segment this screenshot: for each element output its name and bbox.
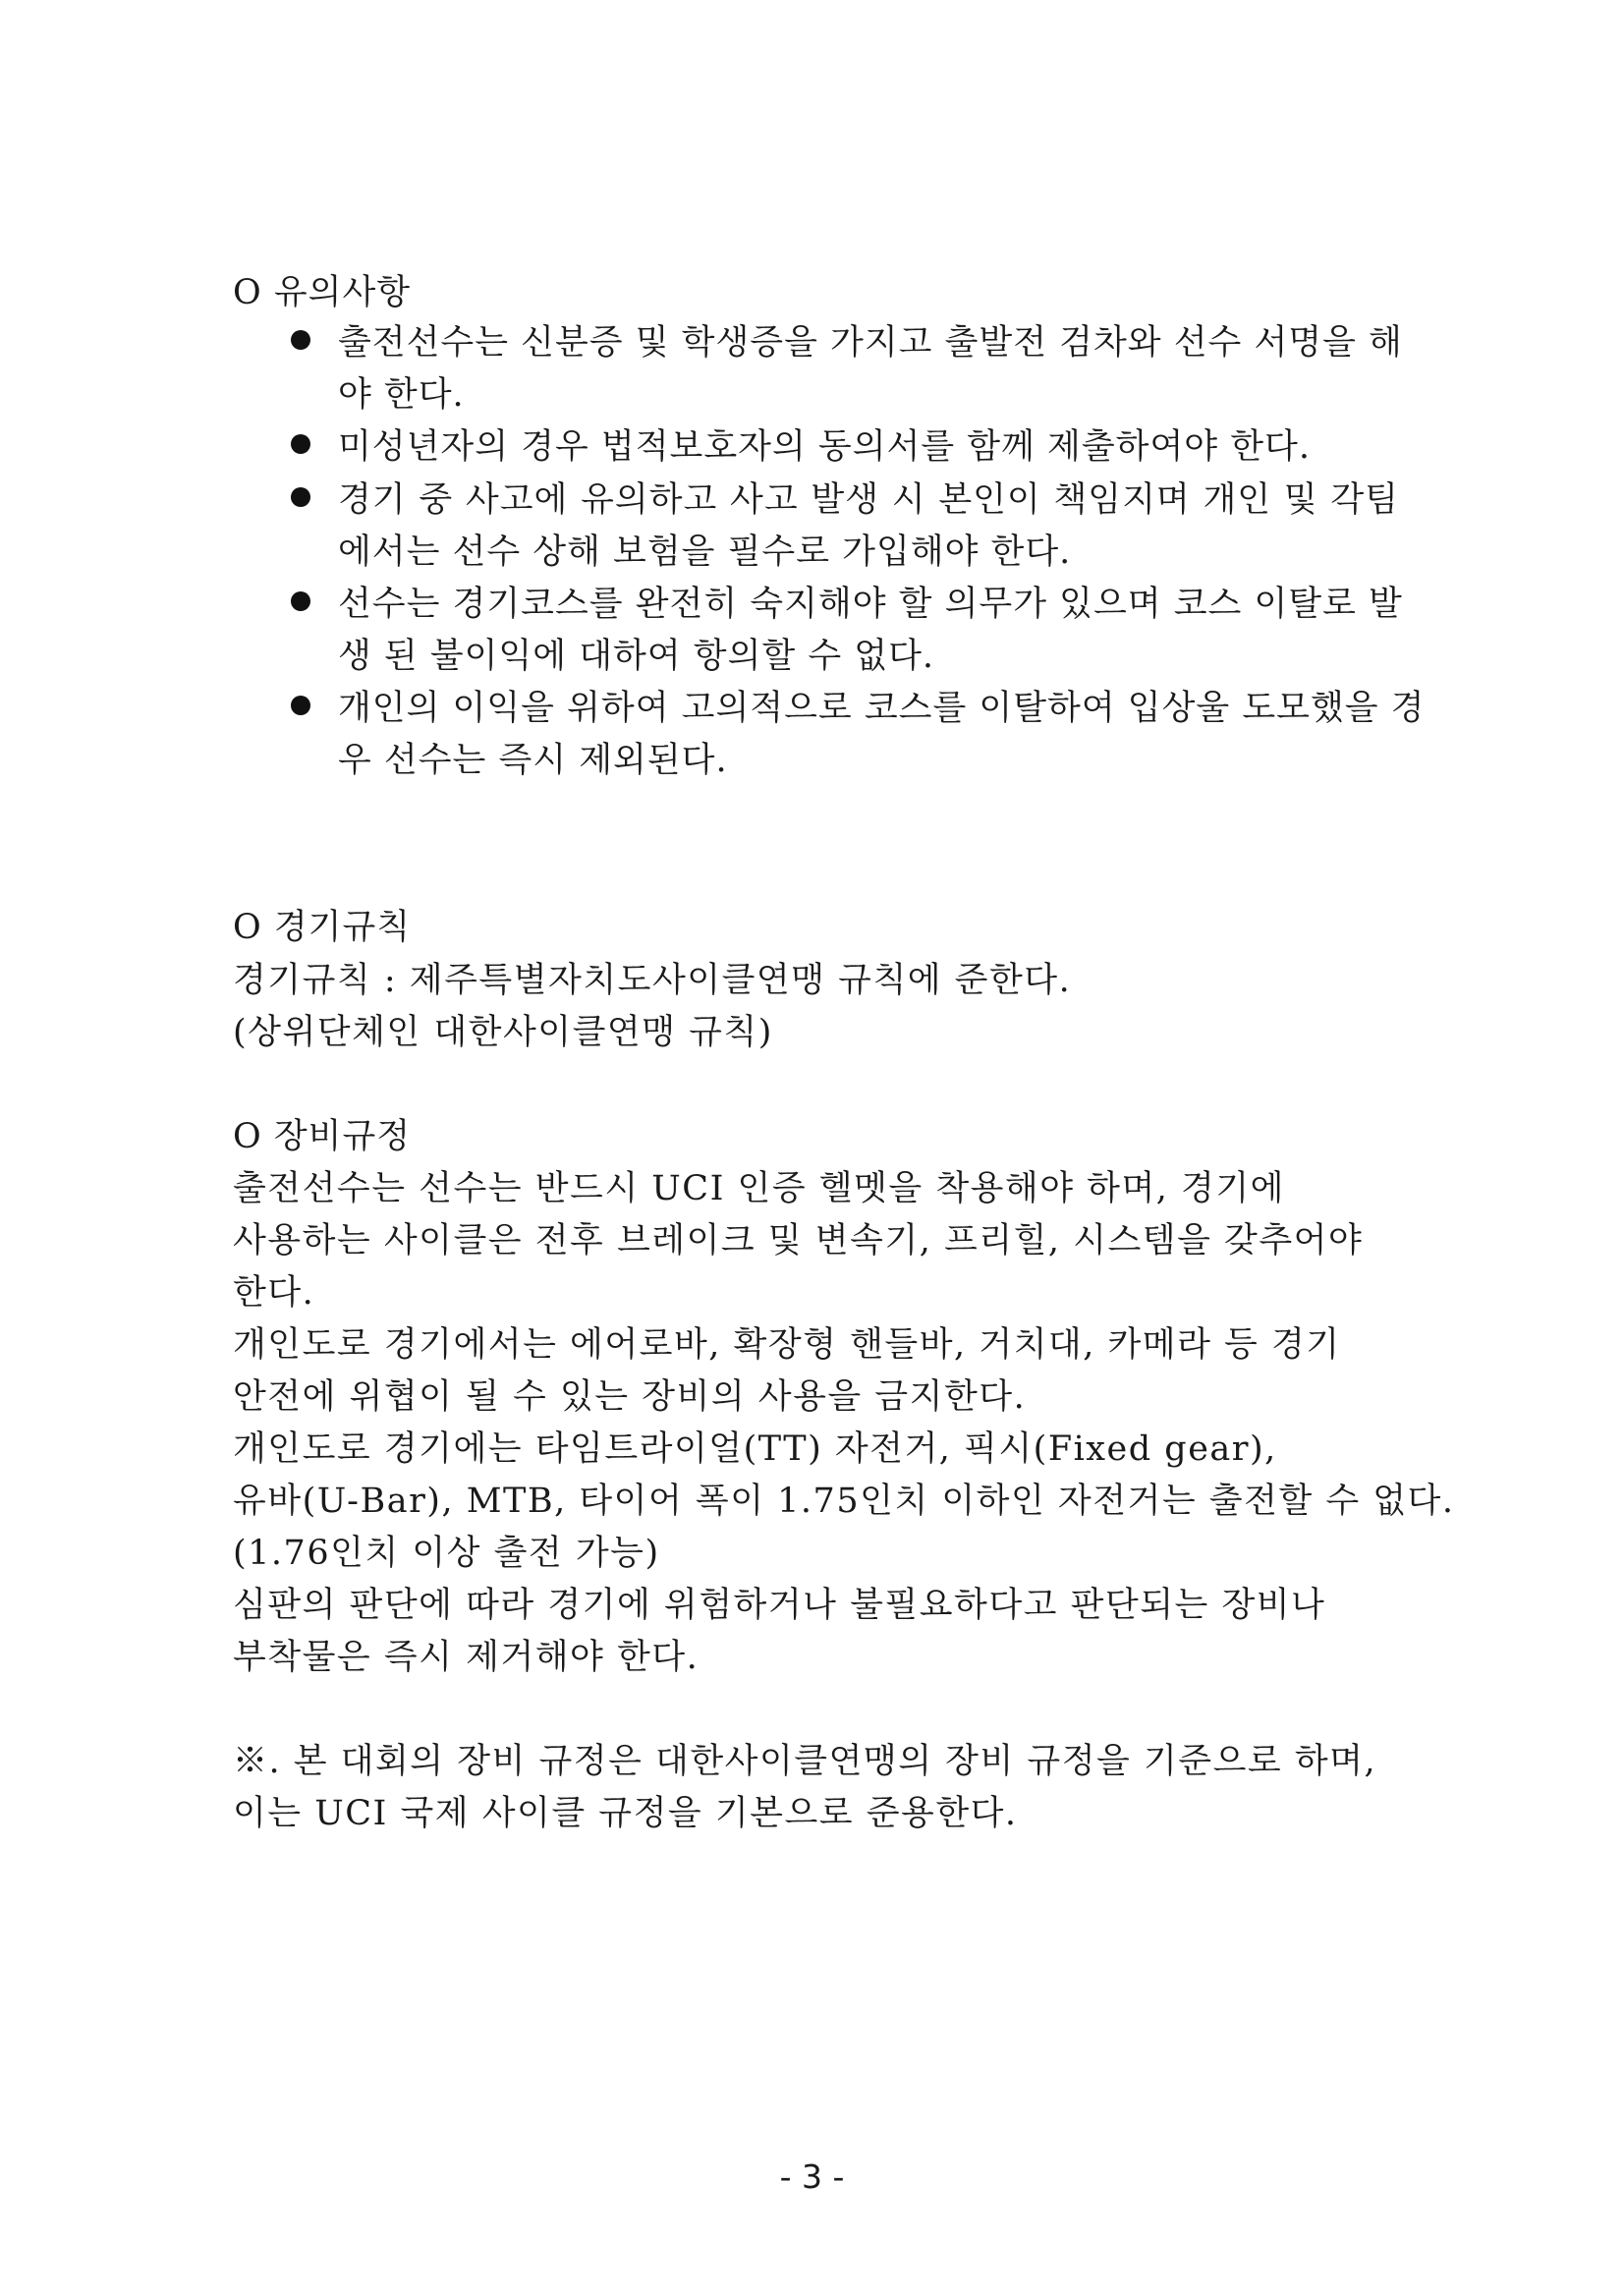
rules-line: 경기규칙 : 제주특별자치도사이클연맹 규칙에 준한다. — [233, 961, 1072, 1000]
list-item-text: 생 된 불이익에 대하여 항의할 수 없다. — [338, 637, 935, 676]
list-item-text: 경기 중 사고에 유의하고 사고 발생 시 본인이 책임지며 개인 및 각팀 — [338, 480, 1399, 520]
equipment-line: 안전에 위협이 될 수 있는 장비의 사용을 금지한다. — [233, 1377, 1027, 1417]
list-item-text: 개인의 이익을 위하여 고의적으로 코스를 이탈하여 입상울 도모했을 경 — [338, 689, 1426, 728]
bullet-icon — [291, 434, 310, 454]
list-item-text: 야 한다. — [338, 375, 465, 415]
bullet-icon — [291, 330, 310, 350]
reference-note: ※. 본 대회의 장비 규정은 대한사이클연맹의 장비 규정을 기준으로 하며, — [233, 1742, 1377, 1781]
list-item-text: 출전선수는 신분증 및 학생증을 가지고 출발전 검차와 선수 서명을 해 — [338, 323, 1403, 363]
equipment-line: 한다. — [233, 1273, 315, 1313]
reference-note: 이는 UCI 국제 사이클 규정을 기본으로 준용한다. — [233, 1794, 1018, 1833]
equipment-line: 사용하는 사이클은 전후 브레이크 및 변속기, 프리힐, 시스템을 갖추어야 — [233, 1221, 1364, 1260]
bullet-icon — [291, 487, 310, 507]
equipment-line: 심판의 판단에 따라 경기에 위험하거나 불필요하다고 판단되는 장비나 — [233, 1586, 1326, 1625]
list-item-text: 우 선수는 즉시 제외된다. — [338, 741, 728, 780]
notes-heading: O 유의사항 — [233, 273, 412, 312]
list-item-text: 미성년자의 경우 법적보호자의 동의서를 함께 제출하여야 한다. — [338, 427, 1311, 467]
bullet-icon — [291, 591, 310, 611]
equipment-line: (1.76인치 이상 출전 가능) — [233, 1534, 660, 1573]
equipment-line: 출전선수는 선수는 반드시 UCI 인증 헬멧을 착용해야 하며, 경기에 — [233, 1169, 1285, 1208]
equipment-line: 부착물은 즉시 제거해야 한다. — [233, 1638, 700, 1677]
equipment-line: 개인도로 경기에서는 에어로바, 확장형 핸들바, 거치대, 카메라 등 경기 — [233, 1325, 1341, 1365]
equipment-heading: O 장비규정 — [233, 1117, 412, 1156]
equipment-line: 유바(U-Bar), MTB, 타이어 폭이 1.75인치 이하인 자전거는 출전할 수 없다. — [233, 1482, 1455, 1521]
equipment-line: 개인도로 경기에는 타임트라이얼(TT) 자전거, 픽시(Fixed gear), — [233, 1429, 1277, 1469]
page-number: - 3 - — [779, 2157, 845, 2196]
rules-line: (상위단체인 대한사이클연맹 규칙) — [233, 1013, 773, 1052]
bullet-icon — [291, 696, 310, 715]
rules-heading: O 경기규칙 — [233, 908, 412, 947]
list-item-text: 선수는 경기코스를 완전히 숙지해야 할 의무가 있으며 코스 이탈로 발 — [338, 585, 1403, 624]
list-item-text: 에서는 선수 상해 보험을 필수로 가입해야 한다. — [338, 532, 1072, 572]
